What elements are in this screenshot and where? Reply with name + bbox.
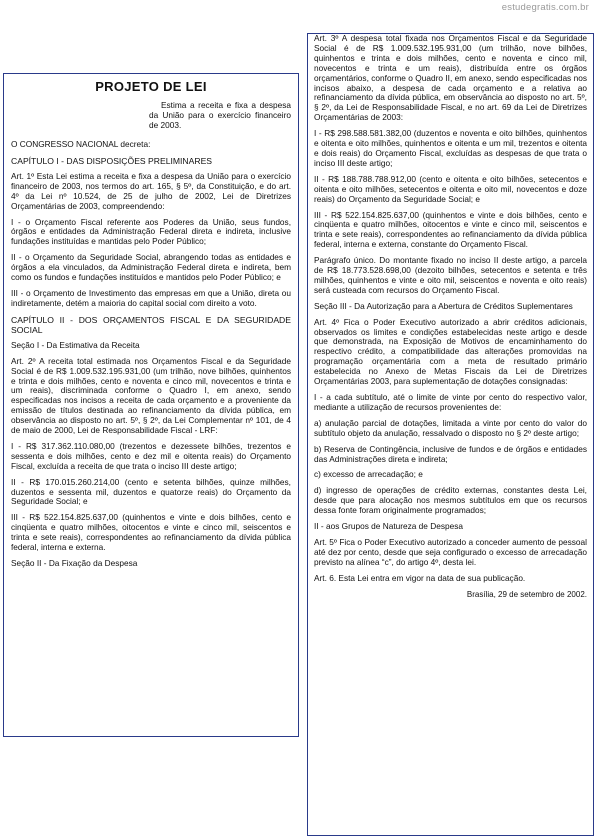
article-4-item-b: b) Reserva de Contingência, inclusive de fundos e de órgãos e entidades das Administrações direta e indireta;: [314, 443, 587, 464]
article-4-item-d: d) ingresso de operações de crédito externas, constantes desta Lei, desde que para alocação nos mesmos subtítulos em que os recursos dessa fonte foram originalmente programados;: [314, 485, 587, 516]
article-3-item-ii: II - R$ 188.788.788.912,00 (cento e oitenta e oito bilhões, setecentos e oitenta e oito milhões, setecentos e oitenta e oito mil, novecentos e doze reais) do Orçamento da Seguridade Social; e: [314, 173, 587, 204]
signature-date: Brasília, 29 de setembro de 2002.: [466, 589, 587, 599]
article-1-item-ii: II - o Orçamento da Seguridade Social, abrangendo todas as entidades e órgãos a ela vinculados, da Administração Federal direta e indireta, bem como os fundos e fundações instituídos e mantidos pelo Poder Público; e: [11, 252, 291, 283]
section-1-heading: Seção I - Da Estimativa da Receita: [11, 339, 140, 350]
article-4-item-ii: II - aos Grupos de Natureza de Despesa: [314, 521, 463, 532]
ementa: Estima a receita e fixa a despesa da União para o exercício financeiro de 2003.: [149, 100, 291, 130]
article-1: Art. 1º Esta Lei estima a receita e fixa a despesa da União para o exercício financeiro de 2003, nos termos do art. 165, § 5º, da Constituição, e do art. 4º da Lei nº 10.524, de 25 de julho de 2002, Lei de Diretrizes Orçamentárias de 2003, compreendendo:: [11, 170, 291, 211]
article-4: Art. 4º Fica o Poder Executivo autorizado a abrir créditos adicionais, observados os limites e condições estabelecidas neste artigo e desde que demonstrada, na Exposição de Motivos de encaminhamento do respectivo crédito, a compatibilidade das alterações promovidas na programação orçamentária com a meta de resultado primário estabelecida no Anexo de Metas Fiscais da Lei de Diretrizes Orçamentárias 2003, para suplementação de dotações consignadas:: [314, 316, 587, 387]
article-5: Art. 5º Fica o Poder Executivo autorizado a conceder aumento de pessoal até dez por cento, desde que seja configurado o excesso de arrecadação previsto na alínea “c”, do artigo 4º, desta lei.: [314, 536, 587, 567]
article-2-item-i: I - R$ 317.362.110.080,00 (trezentos e dezessete bilhões, trezentos e sessenta e dois milhões, cento e dez mil e oitenta reais) do Orçamento Fiscal, excluída a receita de que trata o inciso III deste artigo;: [11, 440, 291, 471]
article-4-item-i: I - a cada subtítulo, até o limite de vinte por cento do respectivo valor, mediante a utilização de recursos provenientes de:: [314, 392, 587, 412]
article-4-item-c: c) excesso de arrecadação; e: [314, 469, 423, 480]
chapter-1-heading: CAPÍTULO I - DAS DISPOSIÇÕES PRELIMINARES: [11, 155, 213, 166]
section-2-heading: Seção II - Da Fixação da Despesa: [11, 558, 138, 568]
article-3-item-i: I - R$ 298.588.581.382,00 (duzentos e noventa e oito bilhões, quinhentos e oitenta e oito milhões, quinhentos e oitenta e um mil, trezentos e oitenta e dois reais) do Orçamento Fiscal, excluídas as despesas de que trata o inciso III deste artigo;: [314, 128, 587, 168]
section-3-heading: Seção III - Da Autorização para a Abertura de Créditos Suplementares: [314, 300, 573, 311]
chapter-2-heading: CAPÍTULO II - DOS ORÇAMENTOS FISCAL E DA SEGURIDADE SOCIAL: [11, 314, 291, 335]
article-1-item-i: I - o Orçamento Fiscal referente aos Poderes da União, seus fundos, órgãos e entidades da Administração Federal direta e indireta, inclusive fundações instituídas e mantidas pelo Poder Público;: [11, 216, 291, 247]
article-2-item-iii: III - R$ 522.154.825.637,00 (quinhentos e vinte e dois bilhões, cento e cinqüenta e quatro milhões, oitocentos e vinte e cinco mil, seiscentos e trinta e sete reais), correspondentes ao refinanciamento da dívida pública federal, interna e externa.: [11, 512, 291, 553]
article-3: Art. 3º A despesa total fixada nos Orçamentos Fiscal e da Seguridade Social é de R$ 1.009.532.195.931,00 (um trilhão, nove bilhões, quinhentos e trinta e dois milhões, cento e noventa e cinco mil, novecentos e trinta e um reais), distribuída entre os órgãos orçamentários, conforme o Quadro II, em anexo, sendo especificadas nos incisos abaixo, a despesa de cada orçamento e a relativa ao refinanciamento da dívida pública, em observância ao disposto no art. 5º, § 2º, da Lei de Responsabilidade Fiscal, e no art. 69 da Lei de Diretrizes Orçamentárias de 2003:: [314, 33, 587, 123]
article-6: Art. 6. Esta Lei entra em vigor na data de sua publicação.: [314, 572, 526, 583]
decree-line: O CONGRESSO NACIONAL decreta:: [11, 139, 151, 149]
right-column-box: [307, 33, 594, 836]
article-2-item-ii: II - R$ 170.015.260.214,00 (cento e setenta bilhões, quinze milhões, duzentos e sessenta mil, duzentos e quatorze reais) do Orçamento da Seguridade Social; e: [11, 476, 291, 507]
site-watermark: estudegratis.com.br: [501, 2, 589, 13]
document-title: PROJETO DE LEI: [95, 79, 207, 94]
article-1-item-iii: III - o Orçamento de Investimento das empresas em que a União, direta ou indiretamente, detém a maioria do capital social com direito a voto.: [11, 287, 291, 308]
sole-paragraph: Parágrafo único. Do montante fixado no inciso II deste artigo, a parcela de R$ 18.773.528.698,00 (dezoito bilhões, setecentos e setenta e três milhões, quinhentos e vinte e oito mil, seiscentos e noventa e oito reais) será custeada com recursos do Orçamento Fiscal.: [314, 255, 587, 295]
article-2: Art. 2º A receita total estimada nos Orçamentos Fiscal e da Seguridade Social é de R$ 1.009.532.195.931,00 (um trilhão, nove bilhões, quinhentos e trinta e dois milhões, cento e noventa e cinco mil, novecentos e trinta e um reais), discriminada conforme o Quadro I, em anexo, sendo especificadas nos incisos a receita de cada orçamento e a proveniente da emissão de títulos destinada ao refinanciamento da dívida pública, em observância ao disposto no art. 5º, § 2º, da Lei Complementar nº 101, de 4 de maio de 2000, Lei de Responsabilidade Fiscal - LRF:: [11, 355, 291, 436]
article-4-item-a: a) anulação parcial de dotações, limitada a vinte por cento do valor do subtítulo objeto da anulação, ressalvado o disposto no § 2º deste artigo;: [314, 417, 587, 438]
article-3-item-iii: III - R$ 522.154.825.637,00 (quinhentos e vinte e dois bilhões, cento e cinqüenta e quatro milhões, oitocentos e vinte e cinco mil, seiscentos e trinta e sete reais), correspondentes ao refinanciamento da dívida pública federal, interna e externa, constante do Orçamento Fiscal.: [314, 209, 587, 250]
left-column-box: [3, 73, 299, 737]
